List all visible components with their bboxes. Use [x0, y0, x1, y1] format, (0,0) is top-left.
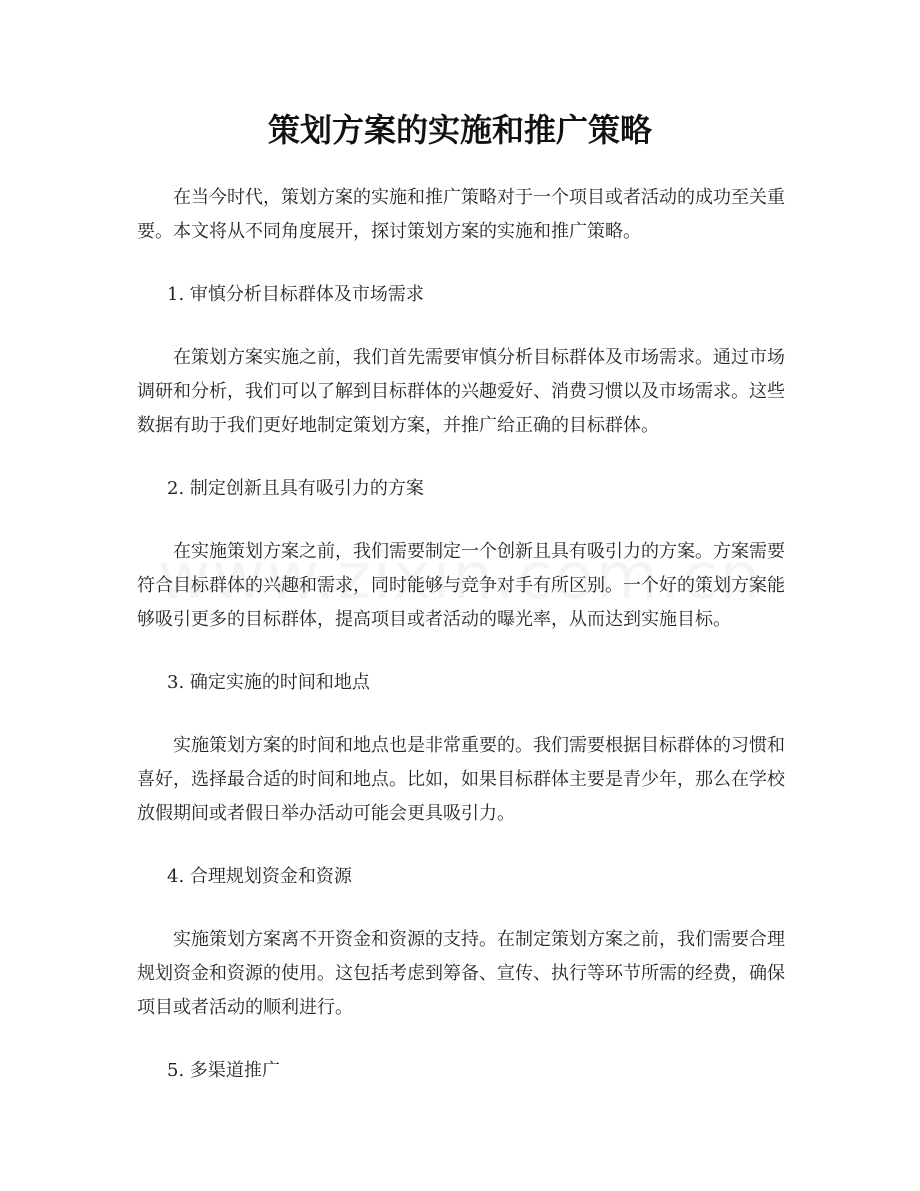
section-body-2: 在实施策划方案之前，我们需要制定一个创新且具有吸引力的方案。方案需要符合目标群体的兴趣和需求，同时能够与竞争对手有所区别。一个好的策划方案能够吸引更多的目标群体，提高项目或者活动的曝光率，从而达到实施目标。 [137, 541, 785, 630]
document-body [137, 181, 785, 1117]
section-body-1: 在策划方案实施之前，我们首先需要审慎分析目标群体及市场需求。通过市场调研和分析，我们可以了解到目标群体的兴趣爱好、消费习惯以及市场需求。这些数据有助于我们更好地制定策划方案，并推广给正确的目标群体。 [137, 347, 785, 436]
section-body-3: 实施策划方案的时间和地点也是非常重要的。我们需要根据目标群体的习惯和喜好，选择最合适的时间和地点。比如，如果目标群体主要是青少年，那么在学校放假期间或者假日举办活动可能会更具吸引力。 [137, 735, 785, 824]
section-heading-4: 4. 合理规划资金和资源 [167, 866, 352, 887]
page-title: 策划方案的实施和推广策略 [267, 111, 652, 149]
intro-paragraph: 在当今时代，策划方案的实施和推广策略对于一个项目或者活动的成功至关重要。本文将从不同角度展开，探讨策划方案的实施和推广策略。 [137, 187, 785, 242]
section-heading-1: 1. 审慎分析目标群体及市场需求 [167, 284, 424, 305]
section-heading-5: 5. 多渠道推广 [167, 1060, 280, 1081]
section-body-4: 实施策划方案离不开资金和资源的支持。在制定策划方案之前，我们需要合理规划资金和资源的使用。这包括考虑到筹备、宣传、执行等环节所需的经费，确保项目或者活动的顺利进行。 [137, 929, 785, 1018]
section-heading-2: 2. 制定创新且具有吸引力的方案 [167, 478, 424, 499]
section-heading-3: 3. 确定实施的时间和地点 [167, 672, 370, 693]
